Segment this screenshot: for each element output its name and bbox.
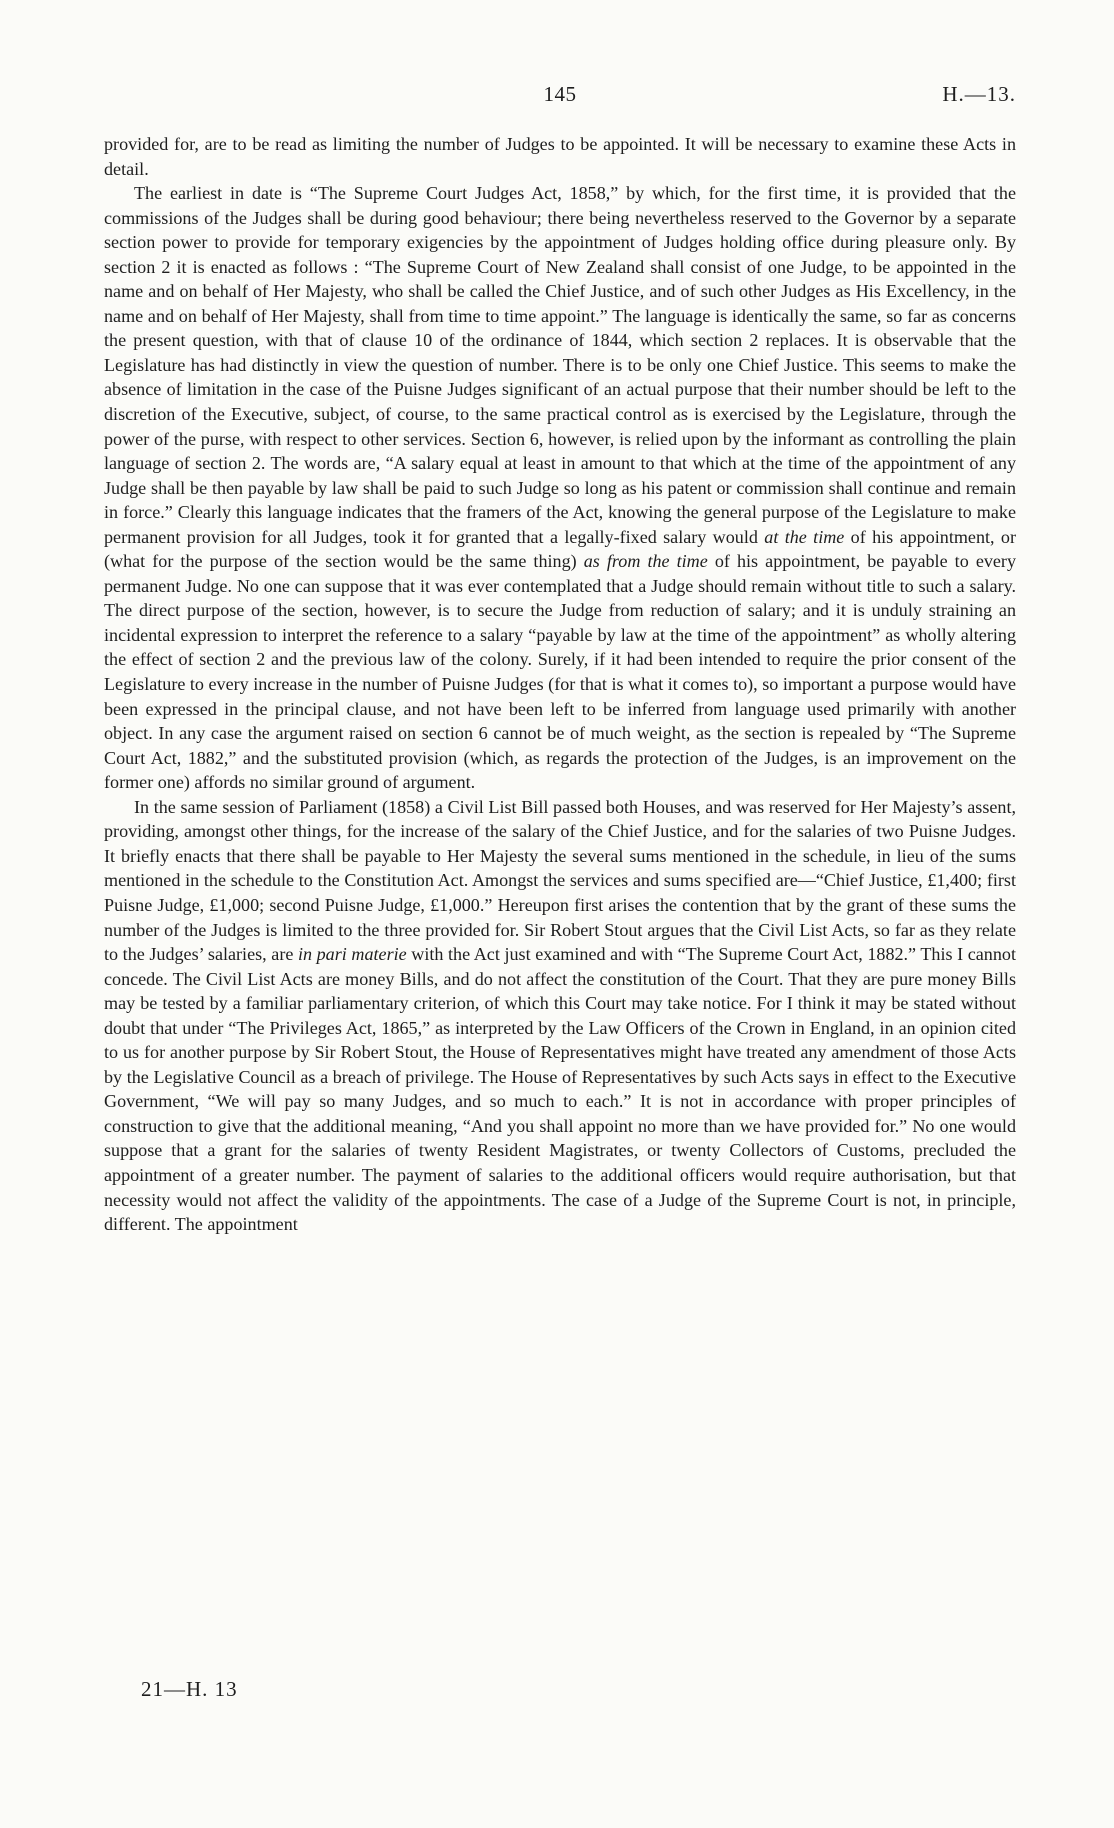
text-run: provided for, are to be read as limiting the number of Judges to be appointed. It will be necessary to examine these Acts in detail. xyxy=(104,134,1016,179)
page-header xyxy=(104,82,1016,112)
text-run: of his appointment, or (what for the purpose of the section would be the same thing) xyxy=(104,526,1016,572)
text-run: In the same session of Parliament (1858) a Civil List Bill passed both Houses, and was reserved for Her Majesty’s assent, providing, amongst other things, for the increase of the salary of the Chief Justice, and for the salaries of two Puisne Judges. It briefly enacts that there shall be payable to Her Majesty the several sums mentioned in the schedule, in lieu of the sums mentioned in the schedule to the Constitution Act. Amongst the services and sums specified are—“Chief Justice, £1,400; first Puisne Judge, £1,000; second Puisne Judge, £1,000.” Hereupon first arises the contention that by the grant of these sums the number of the Judges is limited to the three provided for. Sir Robert Stout argues that the Civil List Acts, so far as they relate to the Judges’ salaries, are xyxy=(104,796,1016,965)
page-number: 145 xyxy=(543,82,577,106)
body-text xyxy=(104,132,1016,1237)
printer-signature: 21—H. 13 xyxy=(141,1677,238,1701)
text-run: with the Act just examined and with “The Supreme Court Act, 1882.” This I cannot concede. The Civil List Acts are money Bills, and do not affect the constitution of the Court. That they are pure money Bills may be tested by a familiar parliamentary criterion, of which this Court may take notice. For I think it may be stated without doubt that under “The Privileges Act, 1865,” as interpreted by the Law Officers of the Crown in England, in an opinion cited to us for another purpose by Sir Robert Stout, the House of Representatives might have treated any amendment of those Acts by the Legislative Council as a breach of privilege. The House of Representatives by such Acts says in effect to the Executive Government, “We will pay so many Judges, and so much to each.” It is not in accordance with proper principles of construction to give that the additional meaning, “And you shall appoint no more than we have provided for.” No one would suppose that a grant for the salaries of twenty Resident Magistrates, or twenty Collectors of Customs, precluded the appointment of a greater number. The payment of salaries to the additional officers would require authorisation, but that necessity would not affect the validity of the appointments. The case of a Judge of the Supreme Court is not, in principle, different. The appointment xyxy=(104,944,1016,1235)
italic-phrase: at the time xyxy=(764,526,845,547)
paragraph xyxy=(104,181,1016,795)
text-run: The earliest in date is “The Supreme Court Judges Act, 1858,” by which, for the first time, it is provided that the commissions of the Judges shall be during good behaviour; there being nevertheless reserved to the Governor by a separate section power to provide for temporary exigencies by the appointment of Judges holding office during pleasure only. By section 2 it is enacted as follows : “The Supreme Court of New Zealand shall consist of one Judge, to be appointed in the name and on behalf of Her Majesty, who shall be called the Chief Justice, and of such other Judges as His Excellency, in the name and on behalf of Her Majesty, shall from time to time appoint.” The language is identically the same, so far as concerns the present question, with that of clause 10 of the ordinance of 1844, which section 2 replaces. It is observable that the Legislature has had distinctly in view the question of number. There is to be only one Chief Justice. This seems to make the absence of limitation in the case of the Puisne Judges significant of an actual purpose that their number should be left to the discretion of the Executive, subject, of course, to the same practical control as is exercised by the Legislature, through the power of the purse, with respect to other services. Section 6, however, is relied upon by the informant as controlling the plain language of section 2. The words are, “A salary equal at least in amount to that which at the time of the appointment of any Judge shall be then payable by law shall be paid to such Judge so long as his patent or commission shall continue and remain in force.” Clearly this language indicates that the framers of the Act, knowing the general purpose of the Legislature to make permanent provision for all Judges, took it for granted that a legally-fixed salary would xyxy=(104,183,1016,547)
paragraph xyxy=(104,132,1016,181)
italic-phrase: as from the time xyxy=(583,551,708,572)
italic-phrase: in pari materie xyxy=(297,944,407,965)
document-reference: H.—13. xyxy=(942,82,1016,106)
text-run: of his appointment, be payable to every permanent Judge. No one can suppose that it was ever contemplated that a Judge should remain without title to such a salary. The direct purpose of the section, however, is to secure the Judge from reduction of salary; and it is unduly straining an incidental expression to interpret the reference to a salary “payable by law at the time of the appointment” as wholly altering the effect of section 2 and the previous law of the colony. Surely, if it had been intended to require the prior consent of the Legislature to every increase in the number of Puisne Judges (for that is what it comes to), so important a purpose would have been expressed in the principal clause, and not have been left to be inferred from language used primarily with another object. In any case the argument raised on section 6 cannot be of much weight, as the section is repealed by “The Supreme Court Act, 1882,” and the substituted provision (which, as regards the protection of the Judges, is an improvement on the former one) affords no similar ground of argument. xyxy=(104,551,1016,793)
paragraph xyxy=(104,795,1016,1237)
